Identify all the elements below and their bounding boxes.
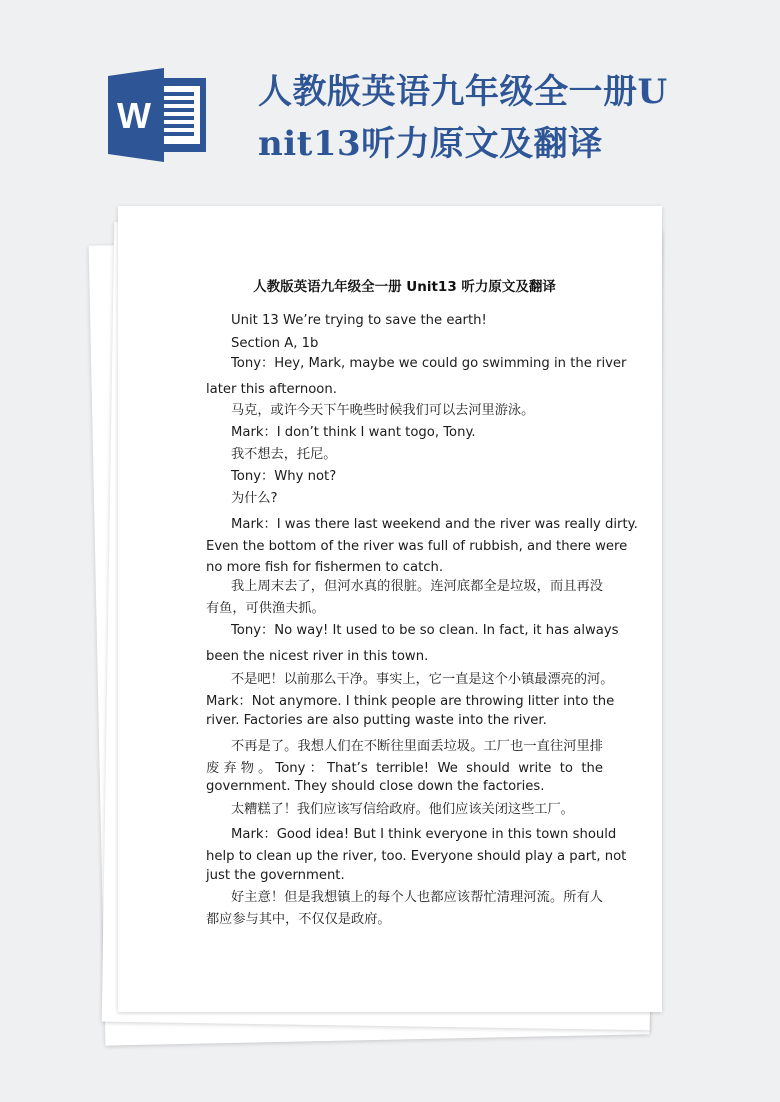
text-line: 马克，或许今天下午晚些时候我们可以去河里游泳。 [231,403,535,418]
text-line: Section A, 1b [231,336,319,351]
text-line: 太糟糕了！我们应该写信给政府。他们应该关闭这些工厂。 [231,802,574,817]
text-line: Mark：Good idea! But I think everyone in this town should [231,827,617,842]
text-line: 我上周末去了，但河水真的很脏。连河底都全是垃圾，而且再没 [231,579,603,594]
text-line: 不是吧！以前那么干净。事实上，它一直是这个小镇最漂亮的河。 [231,672,614,687]
text-line: Tony：No way! It used to be so clean. In fact, it has always [231,623,619,638]
text-line: government. They should close down the factories. [206,779,545,794]
text-line: 有鱼，可供渔夫抓。 [206,601,325,616]
text-line: Mark：I don’t think I want togo, Tony. [231,425,476,440]
text-line: just the government. [206,868,345,883]
text-line: 不再是了。我想人们在不断往里面丢垃圾。工厂也一直往河里排 [231,739,603,754]
text-line: Even the bottom of the river was full of rubbish, and there were [206,539,628,554]
text-line: Tony：Why not? [231,469,337,484]
text-line: Unit 13 We’re trying to save the earth! [231,313,487,328]
text-line: no more fish for fishermen to catch. [206,560,444,575]
text-line: been the nicest river in this town. [206,649,429,664]
text-line: 为什么? [231,491,278,506]
page-title: 人教版英语九年级全一册Unit13听力原文及翻译 [258,72,668,164]
text-line: Mark：I was there last weekend and the river was really dirty. [231,517,638,532]
text-line: 废弃物。Tony：That’s terrible! We should write to the [206,761,603,776]
text-line: 我不想去，托尼。 [231,447,337,462]
text-line: Mark：Not anymore. I think people are throwing litter into the [206,694,615,709]
logo-letter: W [117,95,151,136]
text-line: river. Factories are also putting waste into the river. [206,713,547,728]
text-line: 好主意！但是我想镇上的每个人也都应该帮忙清理河流。所有人 [231,890,603,905]
text-line: help to clean up the river, too. Everyone should play a part, not [206,849,627,864]
document-title: 人教版英语九年级全一册 Unit13 听力原文及翻译 [253,279,556,295]
text-line: Tony：Hey, Mark, maybe we could go swimming in the river [231,356,627,371]
text-line: later this afternoon. [206,382,337,397]
text-line: 都应参与其中，不仅仅是政府。 [206,912,391,927]
